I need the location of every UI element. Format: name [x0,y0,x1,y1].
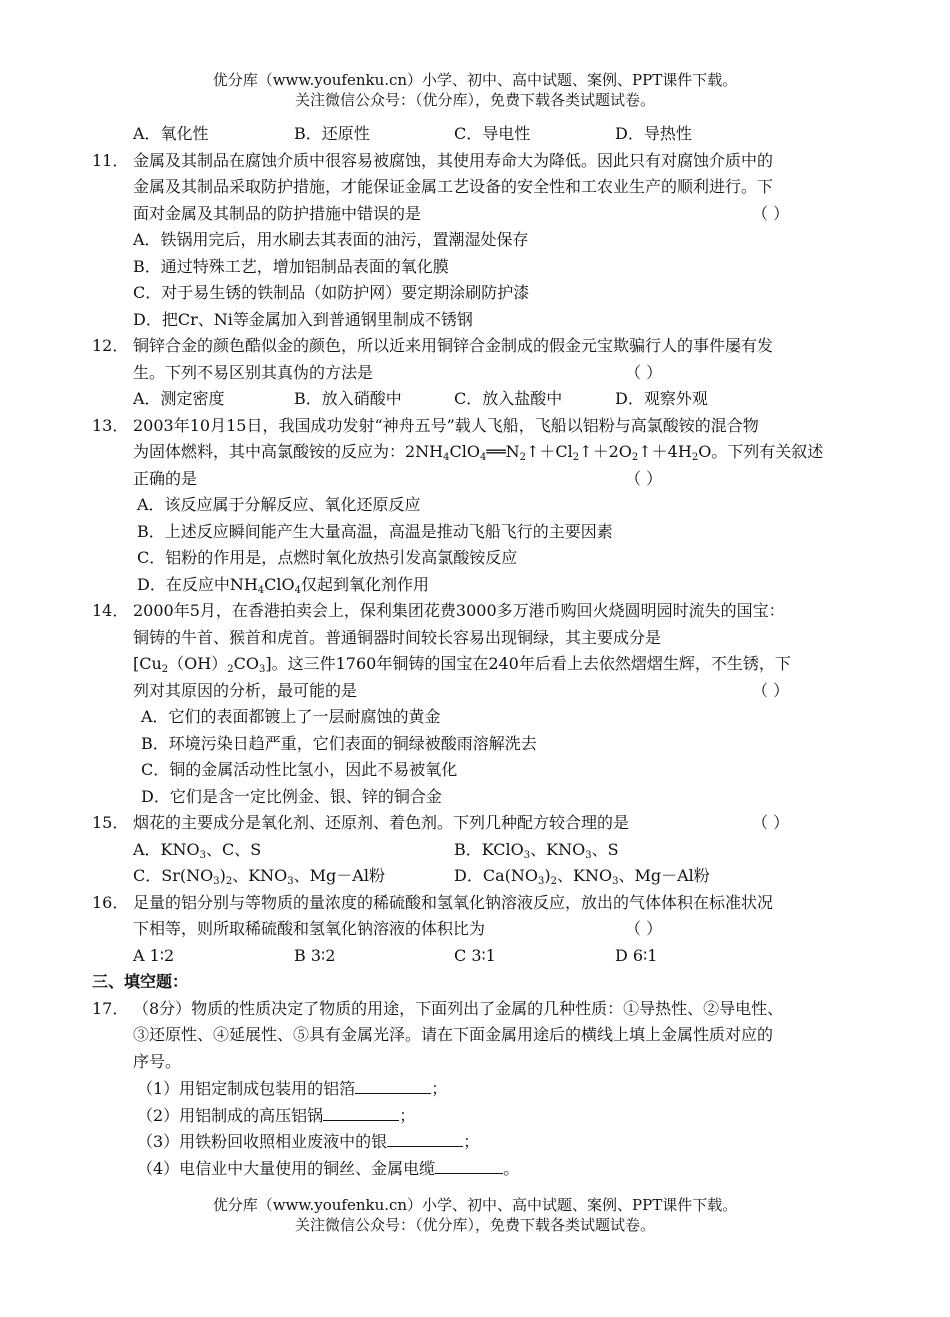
q14-stem-3: $[Cu_2(OH)_2CO_3]$。这三件1760年铜铸的国宝在240年后看上去依然熠熠生辉，不生锈，下 [133,654,791,675]
q12-option-c: C．放入盐酸中 [454,389,563,408]
q13-option-d: D．在反应中$NH_4ClO_4$仅起到氧化剂作用 [137,574,430,596]
page-footer [0,1195,950,1235]
footer-line-2: 关注微信公众号：（优分库），免费下载各类试题试卷。 [294,1216,655,1234]
q13-line-1 [92,413,862,440]
q12-options [92,386,862,413]
q16-line-2 [92,916,862,943]
q12-option-d: D．观察外观 [615,389,708,408]
q13-option-a: A．该反应属于分解反应、氧化还原反应 [137,495,421,514]
q15-number: 15． [92,813,129,832]
q14-option-c: C．铜的金属活动性比氢小，因此不易被氧化 [141,760,458,779]
q14-option-a: A．它们的表面都镀上了一层耐腐蚀的黄金 [141,707,441,726]
q17-answer-blank-4[interactable] [435,1155,503,1174]
q13-line-3 [92,466,862,493]
q11-option-d: D．把Cr、Ni等金属加入到普通钢里制成不锈钢 [133,309,473,329]
q14-option-d: D．它们是含一定比例金、银、锌的铜合金 [141,786,442,806]
q17-item-4-text: （4）电信业中大量使用的铜丝、金属电缆 [137,1158,436,1178]
q11-stem-2: 金属及其制品采取防护措施，才能保证金属工艺设备的安全性和工农业生产的顺利进行。下 [133,177,774,196]
q14-line-4 [92,678,862,705]
q14-line-1 [92,598,862,625]
q17-answer-blank-1[interactable] [355,1075,431,1094]
header-line-2: 关注微信公众号：（优分库），免费下载各类试题试卷。 [294,91,655,109]
q11-option-c: C．对于易生锈的铁制品（如防护网）要定期涂刷防护漆 [133,283,530,302]
q17-item-1-text: （1）用铝定制成包装用的铝箔 [137,1079,356,1098]
q11-option-b-line [92,254,862,281]
q12-option-a: A．测定密度 [133,389,225,408]
q17-item-3-text: （3）用铁粉回收照相业废液中的银 [137,1132,388,1151]
q11-line-1 [92,148,862,175]
page-header [0,70,950,110]
q13-option-b-line [92,519,862,546]
q16-stem-2: 下相等，则所取稀硫酸和氢氧化钠溶液的体积比为 [133,919,486,938]
q13-option-c: C．铝粉的作用是，点燃时氧化放热引发高氯酸铵反应 [137,548,518,567]
q17-item-2-text: （2）用铝制成的高压铝锅 [137,1105,324,1125]
q16-option-a: A 1∶2 [133,945,175,965]
q14-number: 14． [92,601,129,620]
section-3-heading-line [92,969,862,996]
q12-stem-1: 铜锌合金的颜色酷似金的颜色，所以近来用铜锌合金制成的假金元宝欺骗行人的事件屡有发 [133,336,774,355]
q12-number: 12． [92,336,129,355]
q15-options-cd [92,863,862,890]
q15-options-ab [92,837,862,864]
q12-line-2 [92,360,862,387]
q10-options [92,121,862,148]
q13-line-2 [92,439,862,466]
q15-option-a: A．$KNO_3$、C、S [133,839,262,861]
q15-stem-1: 烟花的主要成分是氧化剂、还原剂、着色剂。下列几种配方较合理的是 [133,813,630,832]
q14-option-b-line [92,731,862,758]
q11-option-a: A．铁锅用完后，用水刷去其表面的油污，置潮湿处保存 [133,230,529,249]
q17-line-2 [92,1022,862,1049]
q10-option-a: A．氧化性 [133,124,209,143]
q11-option-a-line [92,227,862,254]
q10-option-c: C．导电性 [454,124,531,143]
q14-option-a-line [92,704,862,731]
section-3-heading: 三、填空题： [92,972,189,991]
q15-line-1 [92,810,862,837]
exam-content [92,121,862,1181]
q13-option-b: B．上述反应瞬间能产生大量高温，高温是推动飞船飞行的主要因素 [137,521,613,541]
q17-answer-blank-2[interactable] [323,1102,399,1121]
footer-line-1: 优分库（www.youfenku.cn）小学、初中、高中试题、案例、PPT课件下载。 [212,1196,738,1214]
q11-line-3 [92,201,862,228]
q11-number: 11． [92,150,129,170]
q15-option-c: C．$Sr(NO_3)_2$、$KNO_3$、Mg－Al粉 [133,866,385,887]
q17-stem-2: ③还原性、④延展性、⑤具有金属光泽。请在下面金属用途后的横线上填上金属性质对应的 [133,1025,774,1044]
q14-stem-2: 铜铸的牛首、猴首和虎首。普通铜器时间较长容易出现铜绿，其主要成分是 [133,627,662,647]
q17-line-1 [92,996,862,1023]
q17-item-2: （2）用铝制成的高压铝锅 ； [92,1102,862,1129]
q11-answer-bracket: （ ） [752,203,790,223]
q13-number: 13． [92,415,129,435]
q14-stem-1: 2000年5月，在香港拍卖会上，保利集团花费3000多万港币购回火烧圆明园时流失的国宝： [133,601,785,620]
q13-option-d-line [92,572,862,599]
q16-line-1 [92,890,862,917]
q11-option-b: B．通过特殊工艺，增加铝制品表面的氧化膜 [133,256,449,276]
q12-line-1 [92,333,862,360]
q13-stem-3: 正确的是 [133,468,198,488]
q11-line-2 [92,174,862,201]
q17-stem-3: 序号。 [133,1051,182,1071]
q12-option-b: B．放入硝酸中 [294,389,402,408]
q17-answer-blank-3[interactable] [387,1128,463,1147]
q12-stem-2: 生。下列不易区别其真伪的方法是 [133,362,374,382]
q17-number: 17． [92,998,129,1018]
header-line-1: 优分库（www.youfenku.cn）小学、初中、高中试题、案例、PPT课件下载。 [212,71,738,89]
q16-options [92,943,862,970]
q16-option-c: C 3∶1 [454,945,496,965]
q11-option-c-line [92,280,862,307]
q14-option-c-line [92,757,862,784]
q14-answer-bracket: （ ） [752,680,790,700]
q11-stem-1: 金属及其制品在腐蚀介质中很容易被腐蚀，其使用寿命大为降低。因此只有对腐蚀介质中的 [133,150,774,170]
q16-number: 16． [92,892,129,912]
q14-stem-4: 列对其原因的分析，最可能的是 [133,680,358,700]
q16-option-b: B 3∶2 [294,945,336,965]
q15-option-b: B．KClO$_3$、$KNO_3$、S [454,839,619,861]
q13-option-c-line [92,545,862,572]
q17-line-3 [92,1049,862,1076]
q14-line-2 [92,625,862,652]
q11-option-d-line [92,307,862,334]
q13-stem-2: 为固体燃料，其中高氯酸铵的反应为：$2NH_4ClO_4══N_2↑+Cl_2↑+2O_2↑+4H_2O$。下列有关叙述 [133,442,824,463]
q13-option-a-line [92,492,862,519]
q16-stem-1: 足量的铝分别与等物质的量浓度的稀硫酸和氢氧化钠溶液反应，放出的气体体积在标准状况 [133,892,774,912]
q13-stem-1: 2003年10月15日，我国成功发射“神舟五号”载人飞船，飞船以铝粉与高氯酸铵的混合物 [133,415,759,435]
q14-line-3 [92,651,862,678]
q11-stem-3: 面对金属及其制品的防护措施中错误的是 [133,203,422,223]
q10-option-b: B．还原性 [294,124,370,143]
q17-item-1: （1）用铝定制成包装用的铝箔 ； [92,1075,862,1102]
q17-item-3: （3）用铁粉回收照相业废液中的银 ； [92,1128,862,1155]
q10-option-d: D．导热性 [615,124,692,143]
q12-answer-bracket: （ ） [625,362,663,382]
q16-answer-bracket: （ ） [625,919,663,938]
q17-stem-1: （8分）物质的性质决定了物质的用途，下面列出了金属的几种性质：①导热性、②导电性、 [133,998,784,1018]
q16-option-d: D 6∶1 [615,945,658,965]
q15-answer-bracket: （ ） [752,813,790,832]
q14-option-d-line [92,784,862,811]
q14-option-b: B．环境污染日趋严重，它们表面的铜绿被酸雨溶解洗去 [141,733,537,753]
q17-item-4: （4）电信业中大量使用的铜丝、金属电缆 。 [92,1155,862,1182]
q15-option-d: D．$Ca(NO_3)_2$、$KNO_3$、Mg－Al粉 [454,866,710,887]
q13-answer-bracket: （ ） [625,468,663,488]
